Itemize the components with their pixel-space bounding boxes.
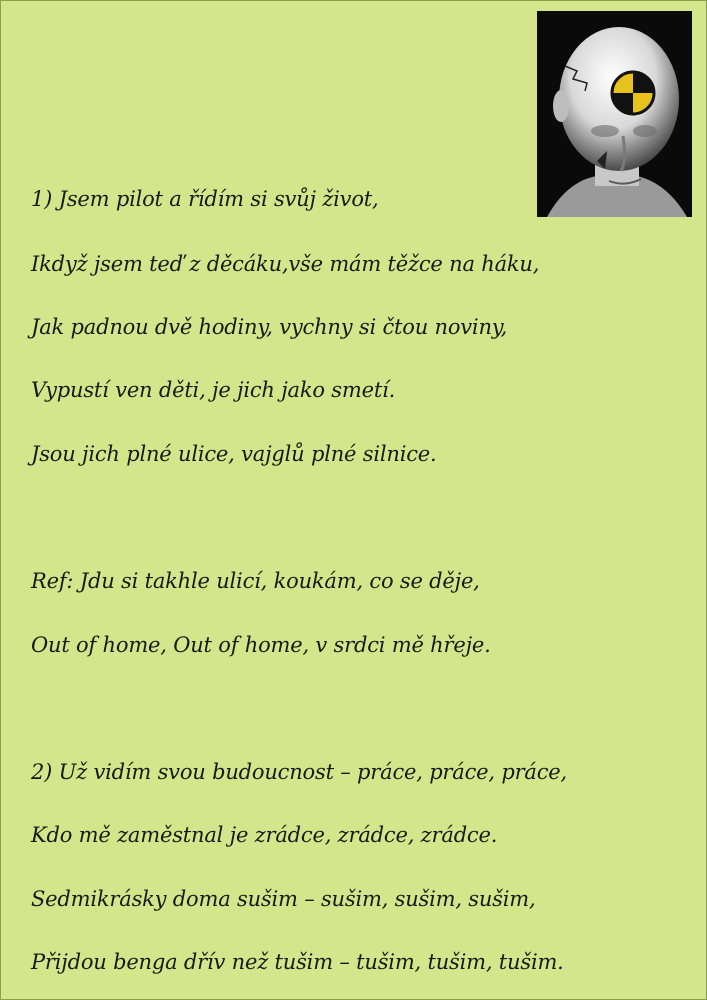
verse1-line3: Jak padnou dvě hodiny, vychny si čtou noviny, bbox=[31, 315, 508, 339]
verse2-line2: Kdo mě zaměstnal je zrádce, zrádce, zrádce. bbox=[31, 823, 498, 847]
verse1-line5: Jsou jich plné ulice, vajglů plné silnice. bbox=[31, 442, 437, 466]
verse1-line4: Vypustí ven děti, je jich jako smetí. bbox=[31, 378, 396, 402]
verse2-line4: Přijdou benga dřív než tušim – tušim, tušim, tušim. bbox=[31, 950, 564, 974]
refrain-line2: Out of home, Out of home, v srdci mě hřeje. bbox=[31, 633, 491, 657]
verse2-line1: 2) Už vidím svou budoucnost – práce, práce, práce, bbox=[31, 760, 568, 784]
crash-test-dummy-photo bbox=[537, 11, 692, 217]
verse1-line2: Ikdyž jsem teď z děcáku,vše mám těžce na háku, bbox=[31, 252, 540, 276]
crash-test-dummy-icon bbox=[537, 11, 692, 217]
verse2-line3: Sedmikrásky doma sušim – sušim, sušim, sušim, bbox=[31, 887, 536, 911]
refrain-line1: Ref: Jdu si takhle ulicí, koukám, co se děje, bbox=[31, 569, 480, 593]
verse1-line1: 1) Jsem pilot a řídím si svůj život, bbox=[31, 187, 379, 211]
